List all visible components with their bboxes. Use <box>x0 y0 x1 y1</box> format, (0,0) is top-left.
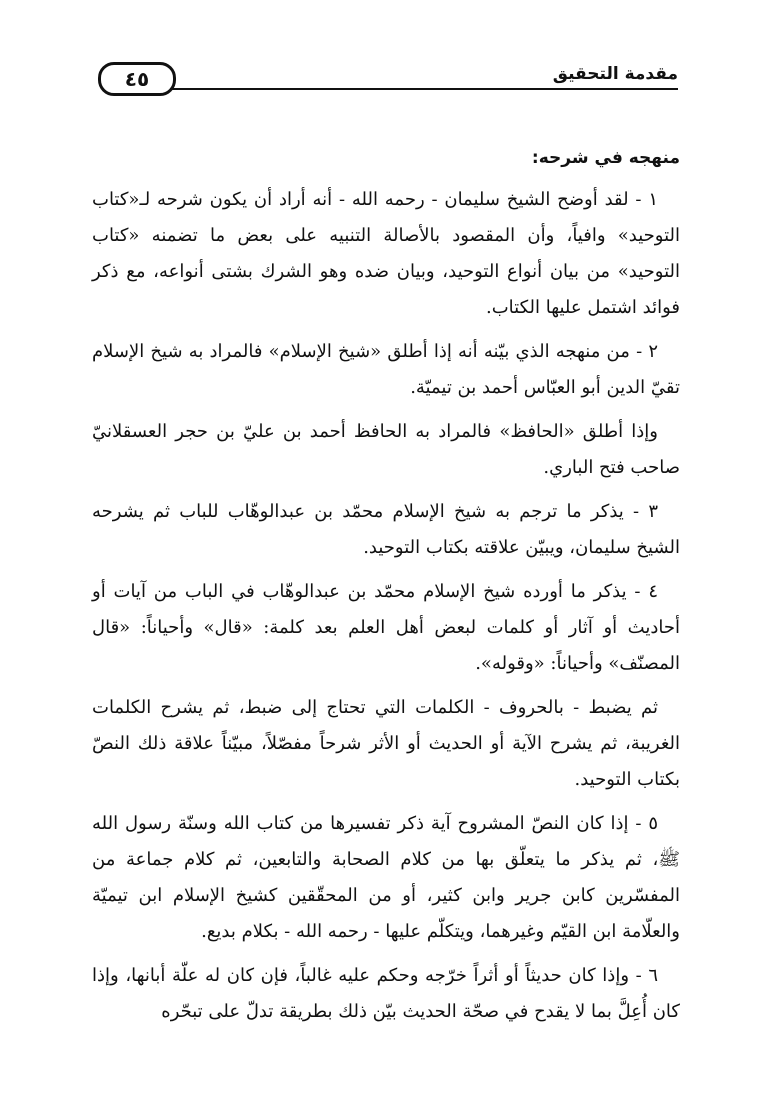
paragraph-4b: ثم يضبط - بالحروف - الكلمات التي تحتاج إلى ضبط، ثم يشرح الكلمات الغريبة، ثم يشرح الآية أو الحديث أو الأثر شرحاً مفصّلاً، مبيّناً علاقة ذلك النصّ بكتاب التوحيد. <box>92 697 680 790</box>
paragraph-5: ٥ - إذا كان النصّ المشروح آية ذكر تفسيرها من كتاب الله وسنّة رسول الله ﷺ، ثم يذكر ما يتعلّق بها من كلام الصحابة والتابعين، ثم كلام جماعة من المفسّرين كابن جرير وابن كثير، أو من المحقّقين كشيخ الإسلام ابن تيميّة والعلّامة ابن القيّم وغيرهما، ويتكلّم عليها - رحمه الله - بكلام بديع. <box>92 813 680 942</box>
page-header <box>98 62 678 98</box>
running-title: مقدمة التحقيق <box>552 64 678 84</box>
page-number: ٤٥ <box>124 67 150 91</box>
paragraph-3: ٣ - يذكر ما ترجم به شيخ الإسلام محمّد بن عبدالوهّاب للباب ثم يشرحه الشيخ سليمان، ويبيّن علاقته بكتاب التوحيد. <box>92 501 680 558</box>
page-number-badge <box>98 62 176 96</box>
paragraph-1: ١ - لقد أوضح الشيخ سليمان - رحمه الله - أنه أراد أن يكون شرحه لـ«كتاب التوحيد» وافياً، وأن المقصود بالأصالة التنبيه على بعض ما تضمنه «كتاب التوحيد» من بيان أنواع التوحيد، وبيان ضده وهو الشرك بشتى أنواعه، مع ذكر فوائد اشتمل عليها الكتاب. <box>92 189 680 318</box>
paragraph-2: ٢ - من منهجه الذي بيّنه أنه إذا أطلق «شيخ الإسلام» فالمراد به شيخ الإسلام تقيّ الدين أبو العبّاس أحمد بن تيميّة. <box>92 341 680 398</box>
header-rule <box>170 88 678 90</box>
page-body <box>92 140 680 1038</box>
paragraph-2b: وإذا أطلق «الحافظ» فالمراد به الحافظ أحمد بن عليّ بن حجر العسقلانيّ صاحب فتح الباري. <box>92 421 680 478</box>
section-heading: منهجه في شرحه: <box>531 148 680 168</box>
paragraph-6: ٦ - وإذا كان حديثاً أو أثراً خرّجه وحكم عليه غالباً، فإن كان له علّة أبانها، وإذا كان أُعِلَّ بما لا يقدح في صحّة الحديث بيّن ذلك بطريقة تدلّ على تبحّره <box>92 965 680 1022</box>
paragraph-4: ٤ - يذكر ما أورده شيخ الإسلام محمّد بن عبدالوهّاب في الباب من آيات أو أحاديث أو آثار أو كلمات لبعض أهل العلم بعد كلمة: «قال» وأحياناً: «قال المصنّف» وأحياناً: «وقوله». <box>92 581 680 674</box>
